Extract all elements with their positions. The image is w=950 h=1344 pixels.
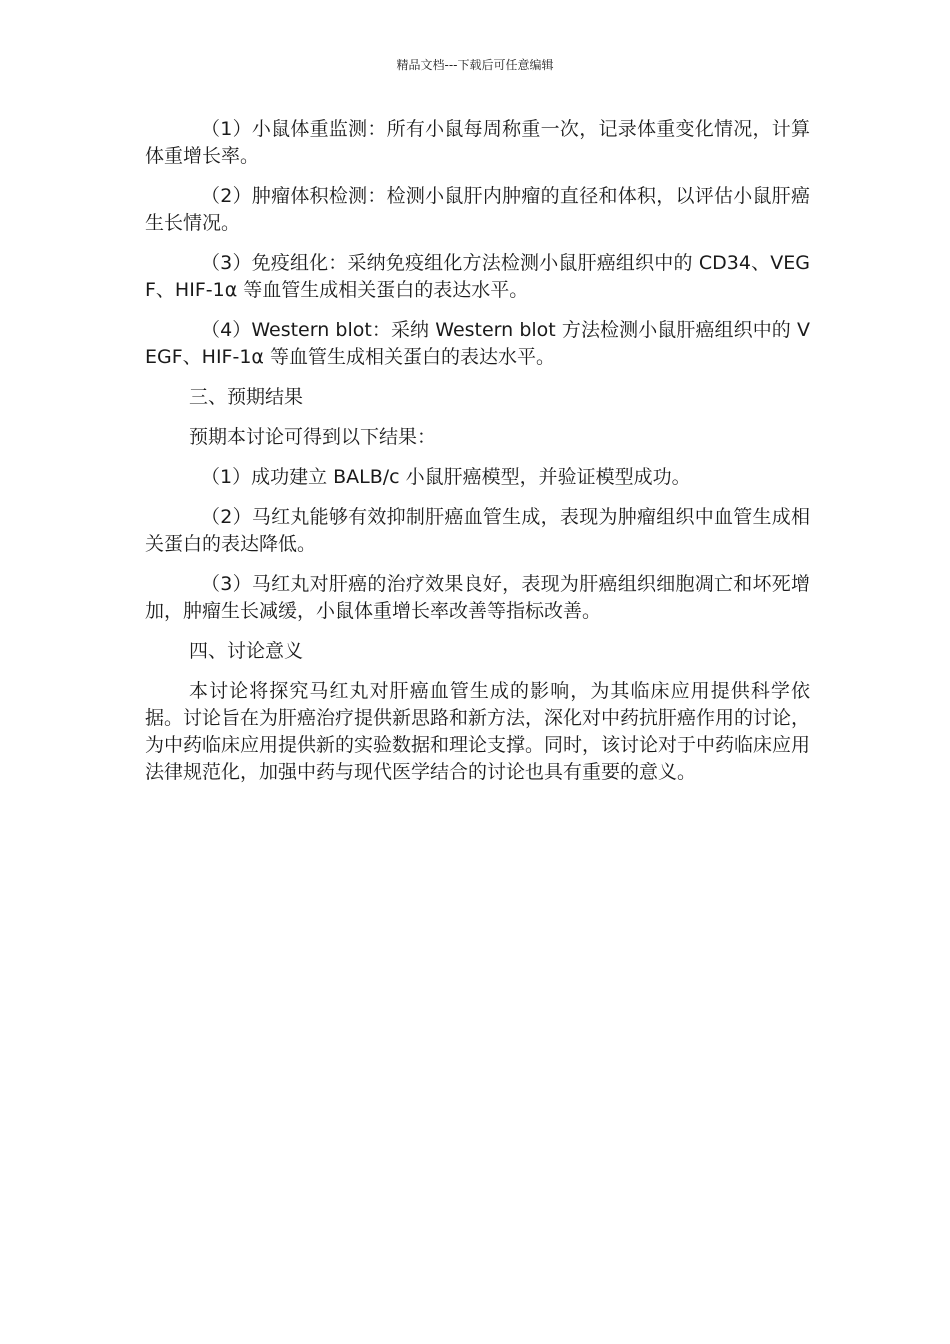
method-item-immunohistochemistry: （3）免疫组化：采纳免疫组化方法检测小鼠肝癌组织中的 CD34、VEGF、HIF-1α 等血管生成相关蛋白的表达水平。 xyxy=(145,252,810,301)
method-item-tumor-volume: （2）肿瘤体积检测：检测小鼠肝内肿瘤的直径和体积，以评估小鼠肝癌生长情况。 xyxy=(145,185,810,234)
result-item-angiogenesis: （2）马红丸能够有效抑制肝癌血管生成，表现为肿瘤组织中血管生成相关蛋白的表达降低。 xyxy=(145,506,810,555)
section-heading-expected-results: 三、预期结果 xyxy=(189,386,304,408)
expected-results-intro: 预期本讨论可得到以下结果： xyxy=(189,426,437,448)
document-body xyxy=(145,116,810,799)
significance-paragraph: 本讨论将探究马红丸对肝癌血管生成的影响，为其临床应用提供科学依据。讨论旨在为肝癌治疗提供新思路和新方法，深化对中药抗肝癌作用的讨论，为中药临床应用提供新的实验数据和理论支撑。同时，该讨论对于中药临床应用法律规范化，加强中药与现代医学结合的讨论也具有重要的意义。 xyxy=(145,680,811,783)
result-item-model: （1）成功建立 BALB/c 小鼠肝癌模型，并验证模型成功。 xyxy=(201,466,691,488)
result-item-treatment-effect: （3）马红丸对肝癌的治疗效果良好，表现为肝癌组织细胞凋亡和坏死增加，肿瘤生长减缓，小鼠体重增长率改善等指标改善。 xyxy=(145,573,810,622)
page-header: 精品文档---下载后可任意编辑 xyxy=(396,58,554,72)
method-item-western-blot: （4）Western blot：采纳 Western blot 方法检测小鼠肝癌组织中的 VEGF、HIF-1α 等血管生成相关蛋白的表达水平。 xyxy=(145,319,810,368)
section-heading-significance: 四、讨论意义 xyxy=(189,640,304,662)
method-item-body-weight: （1）小鼠体重监测：所有小鼠每周称重一次，记录体重变化情况，计算体重增长率。 xyxy=(145,118,810,167)
